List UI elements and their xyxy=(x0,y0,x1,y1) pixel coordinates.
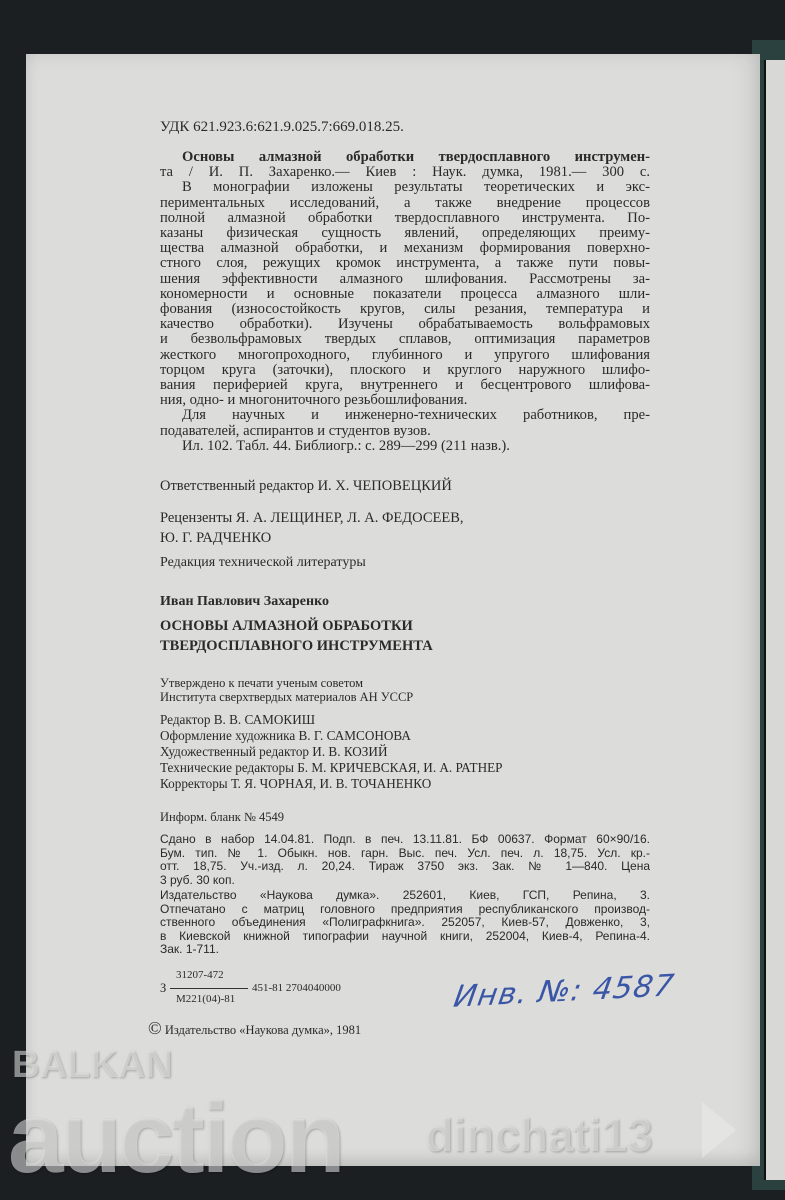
inform-blank: Информ. бланк № 4549 xyxy=(160,810,285,824)
next-page-edge xyxy=(764,60,785,1180)
abstract-line: казаны физическая сущность явлений, определяющих преиму- xyxy=(160,225,650,242)
author-name: Иван Павлович Захаренко xyxy=(160,594,329,609)
abstract-line: подавателей, аспирантов и студентов вузов. xyxy=(160,422,431,439)
publisher-line: Зак. 1-711. xyxy=(160,942,219,956)
approval-line: Утверждено к печати ученым советом xyxy=(160,676,364,690)
publisher-line: в Киевской книжной типографии научной книги, 252004, Киев-4, Репина-4. xyxy=(160,928,650,943)
print-line: отт. 18,75. Уч.-изд. л. 20,24. Тираж 3750 экз. Зак. № 1—840. Цена xyxy=(160,859,650,873)
print-details xyxy=(160,833,650,887)
abstract-line: вания периферией круга, внутреннего и бесцентрового шлифова- xyxy=(160,377,650,394)
book-title xyxy=(160,616,433,656)
staff-list xyxy=(160,712,503,792)
abstract-line: кономерности и основные показатели процесса алмазного шли- xyxy=(160,285,650,302)
copyright-text: Издательство «Наукова думка», 1981 xyxy=(164,1023,362,1037)
staff-line: Технические редакторы Б. М. КРИЧЕВСКАЯ, И. А. РАТНЕР xyxy=(160,760,503,775)
edition-office: Редакция технической литературы xyxy=(160,555,366,570)
abstract-line: Основы алмазной обработки твердосплавного инструмен- xyxy=(182,149,650,165)
udk-code: УДК 621.923.6:621.9.025.7:669.018.25. xyxy=(160,119,404,135)
abstract-line: ния, одно- и многониточного резьбошлифования. xyxy=(160,392,468,409)
staff-line: Оформление художника В. Г. САМСОНОВА xyxy=(160,728,411,743)
abstract-line: стного слоя, режущих кромок инструмента, а также пути повы- xyxy=(160,255,650,272)
abstract-line: та / И. П. Захаренко.— Киев : Наук. думка, 1981.— 300 с. xyxy=(160,164,650,181)
title-line: ОСНОВЫ АЛМАЗНОЙ ОБРАБОТКИ xyxy=(160,618,413,634)
print-line: Сдано в набор 14.04.81. Подп. в печ. 13.11.81. БФ 00637. Формат 60×90/16. xyxy=(160,832,650,846)
approval-note xyxy=(160,676,413,704)
abstract-line: полной алмазной обработки твердосплавного инструмента. По- xyxy=(160,209,650,226)
print-line: 3 руб. 30 коп. xyxy=(160,872,235,887)
abstract-line: В монографии изложены результаты теоретических и экс- xyxy=(182,179,650,196)
staff-line: Редактор В. В. САМОКИШ xyxy=(160,712,316,727)
play-icon xyxy=(700,1100,740,1160)
code-prefix: З xyxy=(160,981,167,995)
abstract xyxy=(160,150,650,454)
classification-code xyxy=(160,968,420,1018)
copyright-icon: © xyxy=(148,1018,162,1038)
publisher-line: Издательство «Наукова думка». 252601, Киев, ГСП, Репина, 3. xyxy=(160,888,650,902)
abstract-line: периментальных исследований, а также внедрение процессов xyxy=(160,194,650,211)
staff-line: Художественный редактор И. В. КОЗИЙ xyxy=(160,744,388,759)
publisher-details xyxy=(160,889,650,957)
code-denominator: М221(04)-81 xyxy=(176,993,236,1005)
abstract-line: фования (износостойкость кругов, силы резания, температура и xyxy=(160,301,650,318)
abstract-line: Для научных и инженерно-технических работников, пре- xyxy=(182,407,650,424)
staff-line: Корректоры Т. Я. ЧОРНАЯ, И. В. ТОЧАНЕНКО xyxy=(160,776,432,791)
publisher-line: Отпечатано с матриц головного предприятия республиканского производ- xyxy=(160,901,650,916)
watermark-user: dinchati13 xyxy=(425,1109,653,1161)
fraction-line xyxy=(170,988,248,989)
title-line: ТВЕРДОСПЛАВНОГО ИНСТРУМЕНТА xyxy=(160,638,433,654)
watermark-auction: auction xyxy=(8,1082,343,1194)
responsible-editor: Ответственный редактор И. Х. ЧЕПОВЕЦКИЙ xyxy=(160,478,452,494)
handwritten-inventory-number: Инв. №: 4587 xyxy=(451,968,677,1015)
copyright xyxy=(148,1018,361,1040)
approval-line: Института сверхтвердых материалов АН УССР xyxy=(160,690,414,704)
code-numerator: 31207-472 xyxy=(176,969,224,981)
abstract-line: торцом круга (заточки), плоского и круглого наружного шлифо- xyxy=(160,361,650,378)
abstract-line: жесткого многопроходного, глубинного и упругого шлифования xyxy=(160,346,650,363)
abstract-line: шения эффективности алмазного шлифования. Рассмотрены за- xyxy=(160,270,650,287)
code-suffix: 451-81 2704040000 xyxy=(252,982,341,994)
abstract-line: качество обработки). Изучены обрабатываемость вольфрамовых xyxy=(160,316,650,333)
publisher-line: ственного объединения «Полиграфкнига». 252057, Киев-57, Довженко, 3, xyxy=(160,915,650,929)
abstract-line: и безвольфрамовых твердых сплавов, оптимизация параметров xyxy=(160,331,650,348)
abstract-line: Ил. 102. Табл. 44. Библиогр.: с. 289—299 (211 назв.). xyxy=(182,437,510,454)
reviewers-line: Ю. Г. РАДЧЕНКО xyxy=(160,530,272,546)
reviewers xyxy=(160,508,464,548)
abstract-line: щества алмазной обработки, и механизм формирования поверхно- xyxy=(160,240,650,257)
reviewers-line: Рецензенты Я. А. ЛЕЩИНЕР, Л. А. ФЕДОСЕЕВ, xyxy=(160,510,464,526)
print-line: Бум. тип. № 1. Обыкн. нов. гарн. Выс. печ. Усл. печ. л. 18,75. Усл. кр.- xyxy=(160,845,650,860)
watermark-balkan: BALKAN xyxy=(12,1044,173,1086)
